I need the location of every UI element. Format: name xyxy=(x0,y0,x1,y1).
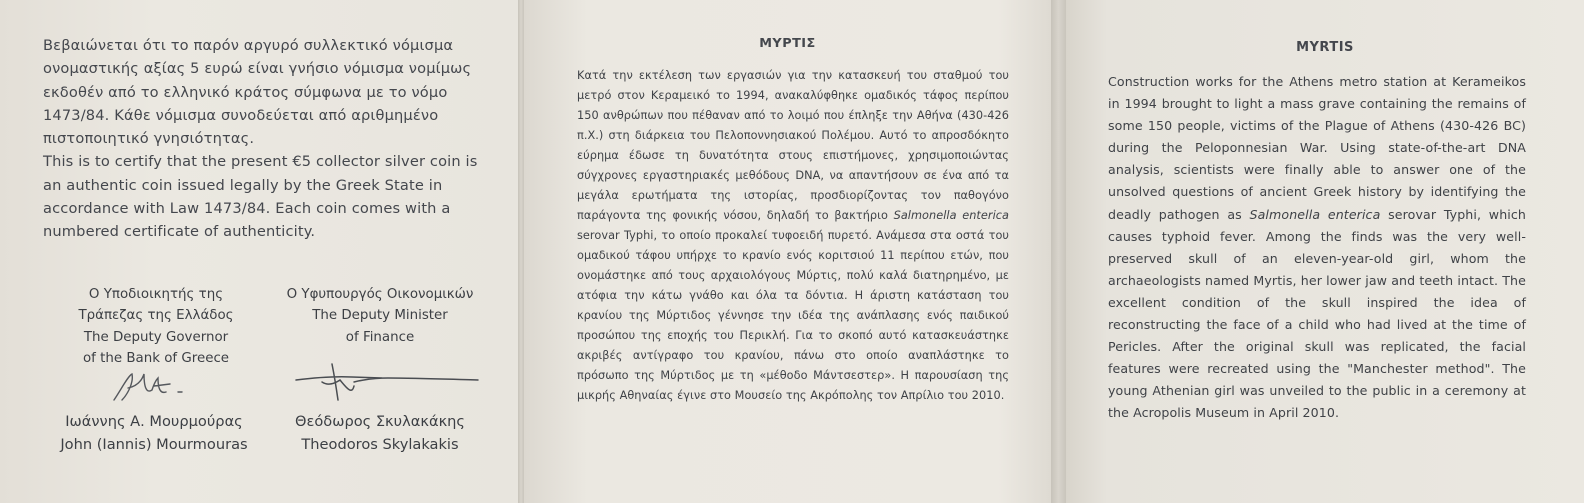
signatory-b-english-title-2: of Finance xyxy=(345,329,415,345)
greek-description xyxy=(577,66,1009,406)
signatory-a-greek-name: Ιωάννης Α. Μουρμούρας xyxy=(65,413,243,430)
english-description-paragraph xyxy=(1108,71,1526,425)
signature-b-handwritten xyxy=(292,360,482,404)
greek-title: ΜΥΡΤΙΣ xyxy=(759,36,816,51)
signature-a-handwritten xyxy=(108,370,188,406)
certificate-text xyxy=(43,34,483,244)
english-certificate-paragraph: This is to certify that the present €5 collector silver coin is an authentic coin issued legally by the Greek State in accordance with Law 1473/84. Each coin comes with a numbered certificate of authenticity. xyxy=(43,153,478,241)
signatory-b-english-name: Theodoros Skylakakis xyxy=(301,436,459,453)
greek-text-part-2: serovar Typhi, το οποίο προκαλεί τυφοειδή πυρετό. Ανάμεσα στα οστά του ομαδικού τάφου υπήρχε το κρανίο ενός κοριτσιού 11 περίπου ετών, που ονομάστηκε από τους αρχαιολόγους Μύρτις, πολύ καλά διατηρημένο, με ατόφια την κάτω γνάθο και όλα τα δόντια. Η άριστη κατάσταση του κρανίου της Μύρτιδος γέννησε την ιδέα της ανάπλασης ενός παιδικού προσώπου της εποχής του Περικλή. Για το σκοπό αυτό κατασκευάστηκε ακριβές αντίγραφο του κρανίου, πάνω στο οποίο αναπλάστηκε το πρόσωπο της Μύρτιδος με τη «μέθοδο Μάντσεστερ». Η παρουσίαση της μικρής Αθηναίας έγινε στο Μουσείο της Ακρόπολης τον Απρίλιο του 2010. xyxy=(577,229,1009,402)
english-text-part-1: Construction works for the Athens metro station at Kerameikos in 1994 brought to light a mass grave containing the remains of some 150 people, victims of the Plague of Athens (430-426 BC) during the Peloponnesian War. Using state-of-the-art DNA analysis, scientists were finally able to answer one of the unsolved questions of ancient Greek history by identifying the deadly pathogen as xyxy=(1108,74,1526,222)
signatory-b-english-title-1: The Deputy Minister xyxy=(312,308,448,324)
signatory-a-names xyxy=(38,410,270,456)
greek-text-species: Salmonella enterica xyxy=(893,209,1010,222)
greek-text-part-1: Κατά την εκτέλεση των εργασιών για την κατασκευή του σταθμού του μετρό στον Κεραμεικό το 1994, ανακαλύφθηκε ομαδικός τάφος περίπου 150 ανθρώπων που πέθαναν από το λοιμό που έπληξε την Αθήνα (430-426 π.Χ.) στη διάρκεια του Πελοποννησιακού Πολέμου. Αυτό το απροσδόκητο εύρημα έδωσε τη δυνατότητα στους επιστήμονες, χρησιμοποιώντας σύγχρονες εργαστηριακές μεθόδους DNA, να απαντήσουν σε ένα από τα μεγάλα ερωτήματα της ιστορίας, προσδιορίζοντας τον παθογόνο παράγοντα της φονικής νόσου, δηλαδή το βακτήριο xyxy=(577,69,1009,222)
signatory-b-titles xyxy=(280,284,480,348)
english-text-part-2: serovar Typhi, which causes typhoid fever. Among the finds was the very well-preserved skull of an eleven-year-old girl, whom the archaeologists named Myrtis, her lower jaw and teeth intact. The excellent condition of the skull inspired the idea of reconstructing the face of a child who had lived at the time of Pericles. After the original skull was replicated, the facial features were recreated using the "Manchester method". The young Athenian girl was unveiled to the public in a ceremony at the Acropolis Museum in April 2010. xyxy=(1108,206,1526,421)
english-text-species: Salmonella enterica xyxy=(1249,206,1381,222)
english-description xyxy=(1108,71,1526,425)
panel-fold-2 xyxy=(1051,0,1066,503)
signatory-a-english-name: John (Iannis) Mourmouras xyxy=(60,436,248,453)
signatory-a-titles xyxy=(66,284,246,369)
signatory-b-names xyxy=(280,410,480,456)
signatory-b-greek-title-1: Ο Υφυπουργός Οικονομικών xyxy=(286,287,474,302)
greek-certificate-paragraph: Βεβαιώνεται ότι το παρόν αργυρό συλλεκτικό νόμισμα ονομαστικής αξίας 5 ευρώ είναι γνήσιο νόμισμα νομίμως εκδοθέν από το ελληνικό κράτος σύμφωνα με το νόμο 1473/84. Κάθε νόμισμα συνοδεύεται από αριθμημένο πιστοποιητικό γνησιότητας. xyxy=(43,37,472,148)
signatory-a-greek-title-2: Τράπεζας της Ελλάδος xyxy=(78,308,234,324)
signatory-b-greek-name: Θεόδωρος Σκυλακάκης xyxy=(294,413,465,430)
signatory-a-english-title-1: The Deputy Governor xyxy=(83,329,229,345)
signatory-a-english-title-2: of the Bank of Greece xyxy=(82,350,230,366)
signatory-a-greek-title-1: Ο Υποδιοικητής της xyxy=(88,287,224,302)
english-title: MYRTIS xyxy=(1296,40,1354,55)
greek-description-paragraph xyxy=(577,66,1009,406)
